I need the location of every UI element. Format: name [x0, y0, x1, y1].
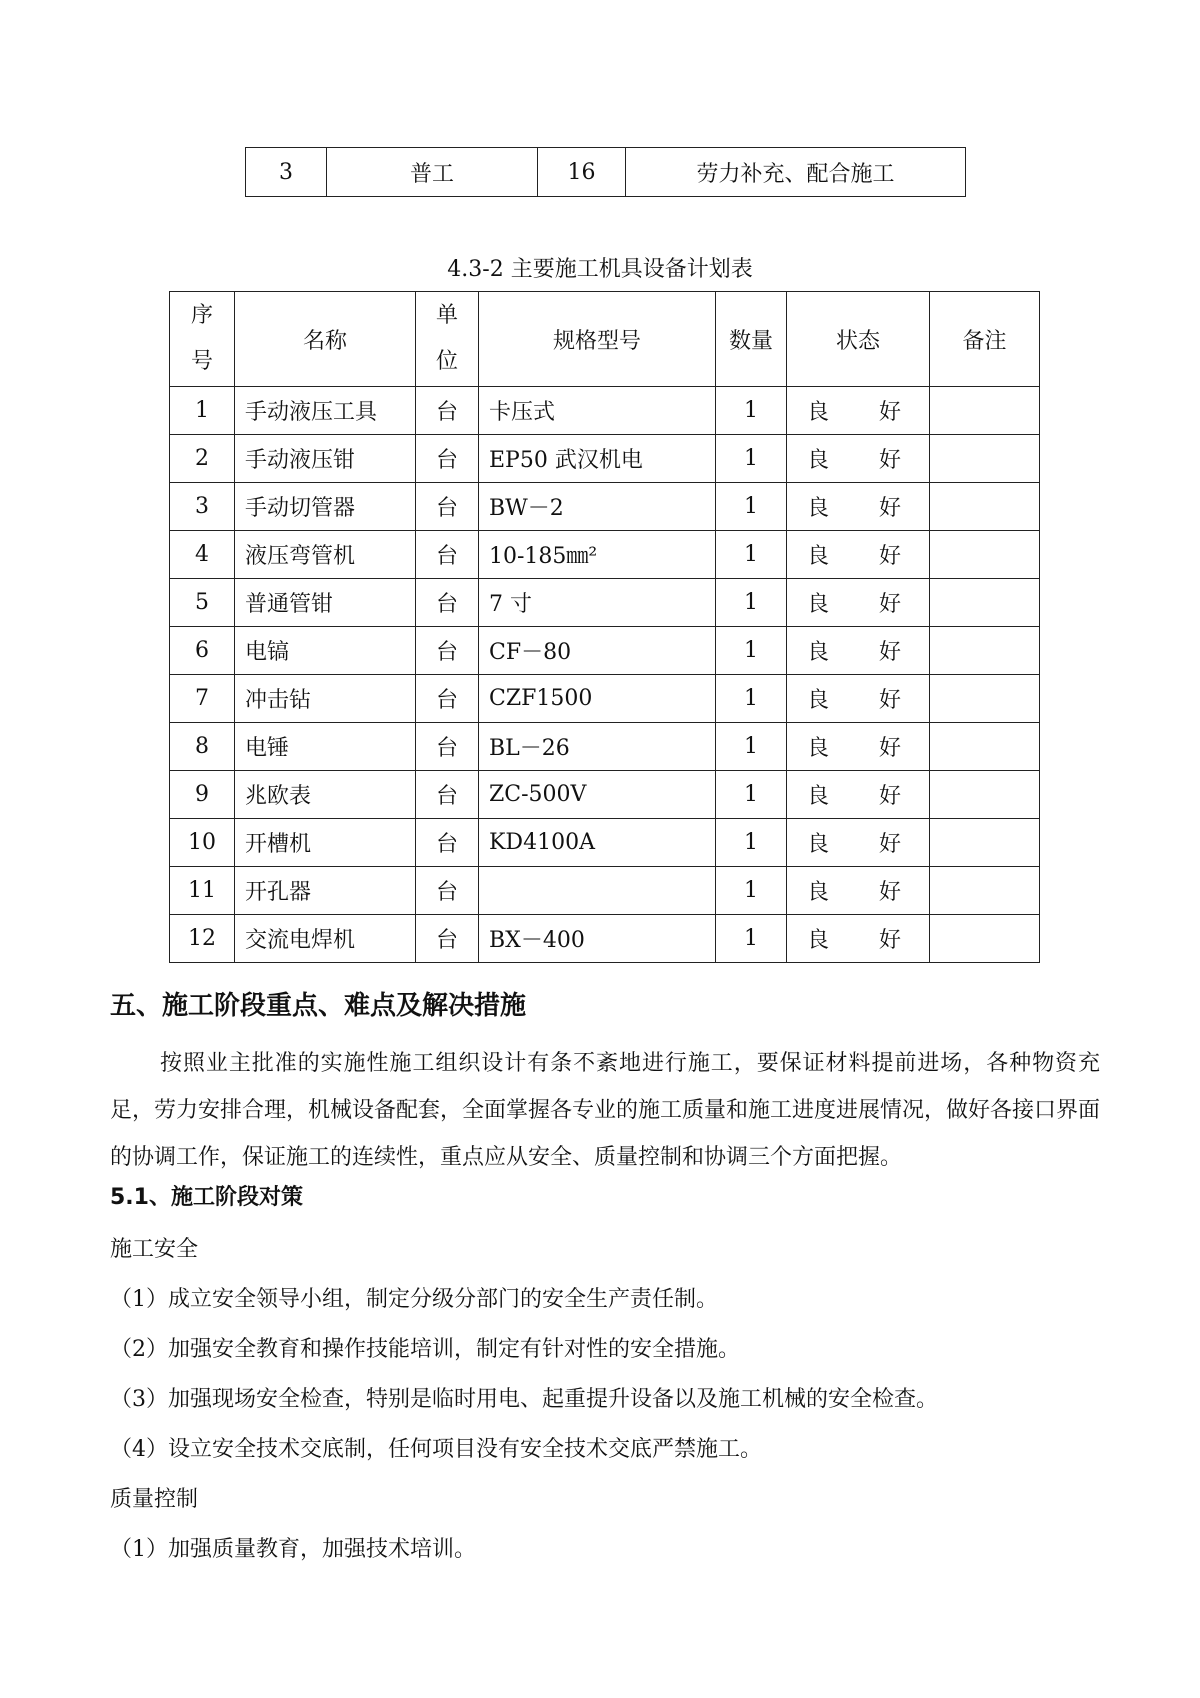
safety-item: （2）加强安全教育和操作技能培训，制定有针对性的安全措施。	[110, 1337, 740, 1362]
equipment-table-body	[170, 387, 1040, 963]
cell-remark	[930, 435, 1040, 483]
header-remark: 备注	[930, 292, 1040, 387]
cell-name: 开孔器	[235, 867, 416, 915]
quality-item: （1）加强质量教育，加强技术培训。	[110, 1537, 476, 1562]
cell-unit: 台	[416, 867, 479, 915]
cell-unit: 台	[416, 579, 479, 627]
cell-qty: 1	[716, 915, 787, 963]
cell-remark	[930, 867, 1040, 915]
status-part-2: 好	[879, 784, 902, 809]
header-qty: 数量	[716, 292, 787, 387]
header-status: 状态	[787, 292, 930, 387]
status-part-2: 好	[879, 880, 902, 905]
cell-status	[787, 483, 930, 531]
status-part-2: 好	[879, 928, 902, 953]
status-part-1: 良	[807, 448, 830, 473]
cell-no: 2	[170, 435, 235, 483]
cell-status	[787, 579, 930, 627]
cell-spec: 10-185㎜²	[479, 531, 716, 579]
status-part-2: 好	[879, 400, 902, 425]
cell-qty: 1	[716, 867, 787, 915]
status-part-2: 好	[879, 688, 902, 713]
labor-count: 16	[538, 148, 626, 197]
cell-no: 1	[170, 387, 235, 435]
cell-qty: 1	[716, 579, 787, 627]
status-part-1: 良	[807, 784, 830, 809]
cell-no: 6	[170, 627, 235, 675]
header-unit-bottom: 位	[435, 349, 458, 374]
status-part-2: 好	[879, 448, 902, 473]
cell-unit: 台	[416, 675, 479, 723]
status-part-2: 好	[879, 592, 902, 617]
cell-spec: BL－26	[479, 723, 716, 771]
cell-status	[787, 387, 930, 435]
cell-qty: 1	[716, 771, 787, 819]
cell-qty: 1	[716, 387, 787, 435]
cell-name: 手动切管器	[235, 483, 416, 531]
cell-name: 电镐	[235, 627, 416, 675]
table-row	[170, 387, 1040, 435]
cell-status	[787, 723, 930, 771]
safety-item: （3）加强现场安全检查，特别是临时用电、起重提升设备以及施工机械的安全检查。	[110, 1387, 938, 1412]
equipment-table	[169, 291, 1040, 963]
cell-no: 9	[170, 771, 235, 819]
cell-unit: 台	[416, 531, 479, 579]
cell-remark	[930, 387, 1040, 435]
header-no-bottom: 号	[190, 349, 213, 374]
labor-table-continuation	[245, 147, 966, 197]
cell-name: 开槽机	[235, 819, 416, 867]
cell-remark	[930, 771, 1040, 819]
cell-name: 电锤	[235, 723, 416, 771]
status-part-1: 良	[807, 928, 830, 953]
labor-note: 劳力补充、配合施工	[626, 148, 966, 197]
cell-spec: 卡压式	[479, 387, 716, 435]
table-row	[170, 675, 1040, 723]
cell-status	[787, 627, 930, 675]
cell-name: 兆欧表	[235, 771, 416, 819]
cell-no: 8	[170, 723, 235, 771]
cell-unit: 台	[416, 819, 479, 867]
status-part-1: 良	[807, 592, 830, 617]
cell-spec: EP50 武汉机电	[479, 435, 716, 483]
cell-remark	[930, 675, 1040, 723]
header-spec: 规格型号	[479, 292, 716, 387]
cell-unit: 台	[416, 915, 479, 963]
cell-qty: 1	[716, 483, 787, 531]
labor-type: 普工	[327, 148, 538, 197]
cell-remark	[930, 819, 1040, 867]
status-part-2: 好	[879, 832, 902, 857]
cell-qty: 1	[716, 675, 787, 723]
cell-status	[787, 675, 930, 723]
cell-status	[787, 867, 930, 915]
cell-name: 交流电焊机	[235, 915, 416, 963]
cell-spec: CF－80	[479, 627, 716, 675]
cell-status	[787, 819, 930, 867]
cell-status	[787, 531, 930, 579]
header-no	[170, 292, 235, 387]
status-part-1: 良	[807, 544, 830, 569]
cell-spec: BX－400	[479, 915, 716, 963]
cell-unit: 台	[416, 483, 479, 531]
status-part-2: 好	[879, 640, 902, 665]
table-row	[246, 148, 966, 197]
cell-remark	[930, 579, 1040, 627]
cell-qty: 1	[716, 627, 787, 675]
cell-no: 5	[170, 579, 235, 627]
status-part-1: 良	[807, 736, 830, 761]
status-part-1: 良	[807, 880, 830, 905]
cell-name: 液压弯管机	[235, 531, 416, 579]
table-row	[170, 531, 1040, 579]
cell-qty: 1	[716, 435, 787, 483]
header-unit	[416, 292, 479, 387]
status-part-2: 好	[879, 496, 902, 521]
cell-unit: 台	[416, 387, 479, 435]
cell-name: 手动液压钳	[235, 435, 416, 483]
cell-name: 冲击钻	[235, 675, 416, 723]
safety-item: （1）成立安全领导小组，制定分级分部门的安全生产责任制。	[110, 1287, 718, 1312]
section-paragraph: 按照业主批准的实施性施工组织设计有条不紊地进行施工，要保证材料提前进场，各种物资充足，劳力安排合理，机械设备配套，全面掌握各专业的施工质量和施工进度进展情况，做好各接口界面的协调工作，保证施工的连续性，重点应从安全、质量控制和协调三个方面把握。	[110, 1051, 1101, 1170]
cell-qty: 1	[716, 819, 787, 867]
cell-qty: 1	[716, 723, 787, 771]
cell-spec: BW－2	[479, 483, 716, 531]
table-row	[170, 867, 1040, 915]
status-part-2: 好	[879, 544, 902, 569]
cell-no: 12	[170, 915, 235, 963]
header-no-top: 序	[190, 303, 213, 328]
sub-heading: 5.1、施工阶段对策	[110, 1185, 303, 1210]
table-row	[170, 819, 1040, 867]
cell-remark	[930, 723, 1040, 771]
safety-title: 施工安全	[110, 1237, 199, 1262]
status-part-1: 良	[807, 496, 830, 521]
cell-no: 10	[170, 819, 235, 867]
cell-spec	[479, 867, 716, 915]
status-part-1: 良	[807, 640, 830, 665]
section-title: 五、施工阶段重点、难点及解决措施	[110, 991, 527, 1021]
cell-remark	[930, 915, 1040, 963]
header-name: 名称	[235, 292, 416, 387]
cell-spec: ZC-500V	[479, 771, 716, 819]
cell-status	[787, 771, 930, 819]
table-row	[170, 483, 1040, 531]
table-row	[170, 915, 1040, 963]
cell-status	[787, 435, 930, 483]
table-row	[170, 723, 1040, 771]
status-part-1: 良	[807, 688, 830, 713]
cell-remark	[930, 483, 1040, 531]
quality-title: 质量控制	[110, 1487, 199, 1512]
status-part-1: 良	[807, 400, 830, 425]
cell-no: 3	[170, 483, 235, 531]
cell-unit: 台	[416, 627, 479, 675]
cell-spec: CZF1500	[479, 675, 716, 723]
cell-status	[787, 915, 930, 963]
table-row	[170, 627, 1040, 675]
cell-remark	[930, 627, 1040, 675]
header-unit-top: 单	[435, 303, 458, 328]
cell-no: 7	[170, 675, 235, 723]
cell-unit: 台	[416, 771, 479, 819]
cell-name: 普通管钳	[235, 579, 416, 627]
cell-spec: 7 寸	[479, 579, 716, 627]
labor-no: 3	[246, 148, 327, 197]
cell-unit: 台	[416, 723, 479, 771]
table-header-row	[170, 292, 1040, 387]
cell-qty: 1	[716, 531, 787, 579]
status-part-2: 好	[879, 736, 902, 761]
cell-no: 11	[170, 867, 235, 915]
cell-remark	[930, 531, 1040, 579]
status-part-1: 良	[807, 832, 830, 857]
safety-item: （4）设立安全技术交底制，任何项目没有安全技术交底严禁施工。	[110, 1437, 762, 1462]
table-row	[170, 435, 1040, 483]
cell-no: 4	[170, 531, 235, 579]
cell-unit: 台	[416, 435, 479, 483]
cell-spec: KD4100A	[479, 819, 716, 867]
cell-name: 手动液压工具	[235, 387, 416, 435]
table-row	[170, 579, 1040, 627]
table-caption: 4.3-2 主要施工机具设备计划表	[447, 257, 753, 282]
table-row	[170, 771, 1040, 819]
